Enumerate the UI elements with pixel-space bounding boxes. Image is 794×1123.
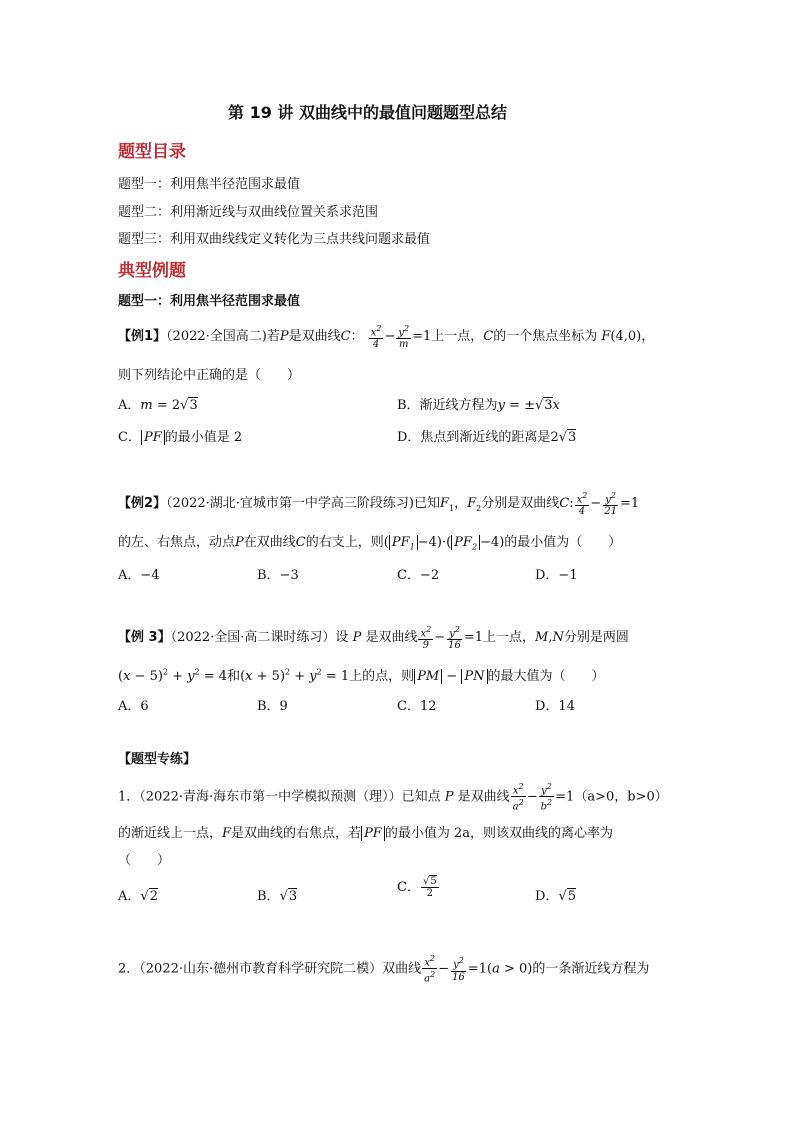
example-3-line1: 【例 3】（2022·全国·高二课时练习）设 P 是双曲线 $\frac{x^2}{9}$ − $\frac{y^2}{16}$ =1上一点，M,N分别是两圆 xyxy=(118,625,629,652)
example-3-text-4: 和 xyxy=(227,669,241,684)
toc-item-1: 题型一：利用焦半径范围求最值 xyxy=(118,177,301,192)
example-1-line2: 则下列结论中正确的是（ ） xyxy=(118,368,301,383)
example-3-line2: $(x - 5)^2 + y^2 = 4$和$(x + 5)^2 + y^2 = 1$上的点，则 PM − PN 的最大值为（ ） xyxy=(118,667,605,684)
practice-2-line1: 2．（2022·山东·德州市教育科学研究院二模）双曲线 $\frac{x^2}{a^2}$ − $\frac{y^2}{16}$ =1(a > 0)的一条渐近线方程为 xyxy=(118,954,650,985)
example-3-label: 【例 3】 xyxy=(118,630,171,646)
practice-2-text: 2．（2022·山东·德州市教育科学研究院二模）双曲线 xyxy=(118,961,422,977)
practice-1-text-2: 是双曲线 xyxy=(457,789,510,805)
example-3-text-6: 的最大值为（ ） xyxy=(487,669,605,684)
practice-1-text-5: 是双曲线的右焦点，若 xyxy=(231,826,362,841)
option-label: A． xyxy=(118,889,141,904)
example-1-line1: 【例1】（2022·全国高二)若P是双曲线C： $\frac{x^2}{4}$ − $\frac{y^2}{m}$ =1上一点，C的一个焦点坐标为 F(4,0)， xyxy=(118,324,655,351)
option-text: 的最小值是 2 xyxy=(164,430,243,445)
example-1-text-3: 的一个焦点坐标为 xyxy=(493,329,598,345)
practice-1-option-a: A．√2 xyxy=(118,889,158,904)
example-2-option-d: D．−1 xyxy=(535,568,578,583)
type1-heading: 题型一：利用焦半径范围求最值 xyxy=(118,294,301,309)
example-3-source: （2022·全国·高二课时练习）设 xyxy=(170,630,349,646)
practice-1-text-6: 的最小值为 2a，则该双曲线的离心率为 xyxy=(384,826,613,841)
toc-heading: 题型目录 xyxy=(118,142,186,162)
example-2-line1: 【例2】（2022·湖北·宜城市第一中学高三阶段练习)已知$F_1$，$F_2$分别是双曲线C: $\frac{x^2}{4}$ − $\frac{y^2}{21}$ =1 xyxy=(118,491,640,518)
example-2-text: 分别是双曲线 xyxy=(481,496,560,512)
practice-1-option-b: B．√3 xyxy=(257,889,298,904)
practice-1-text: 1．（2022·青海·海东市第一中学模拟预测（理））已知点 xyxy=(118,789,441,805)
example-3-text: 是双曲线 xyxy=(365,630,418,646)
option-label: D． xyxy=(535,889,559,904)
example-2-text-2: 的左、右焦点，动点 xyxy=(118,535,236,550)
example-3-option-c: C．12 xyxy=(397,699,437,714)
example-3-text-5: 上的点，则 xyxy=(349,669,415,684)
example-1-option-d: D．焦点到渐近线的距离是2√3 xyxy=(397,430,577,445)
option-label: C． xyxy=(118,430,141,445)
practice-1-line2: 的渐近线上一点，F是双曲线的右焦点，若 PF 的最小值为 2a，则该双曲线的离心率为 xyxy=(118,826,613,841)
example-1-label: 【例1】 xyxy=(118,329,167,345)
example-3-option-a: A．6 xyxy=(118,699,149,714)
example-2-source: （2022·湖北·宜城市第一中学高三阶段练习)已知 xyxy=(166,496,440,512)
option-label: D．焦点到渐近线的距离是 xyxy=(397,430,551,445)
toc-item-3: 题型三：利用双曲线线定义转化为三点共线问题求最值 xyxy=(118,232,431,247)
practice-1-option-c: C． $\frac{√5}{2}$ xyxy=(397,876,437,899)
practice-1-text-4: 的渐近线上一点， xyxy=(118,826,223,841)
option-label: A． xyxy=(118,398,141,413)
example-3-text-2: 上一点， xyxy=(483,630,536,646)
practice-1-text-3: （a>0，b>0） xyxy=(574,789,668,805)
example-3-option-d: D．14 xyxy=(535,699,575,714)
example-2-label: 【例2】 xyxy=(118,496,167,512)
practice-1-line1: 1．（2022·青海·海东市第一中学模拟预测（理））已知点 P 是双曲线 $\frac{x^2}{a^2}$ − $\frac{y^2}{b^2}$ =1（a>0，b>0） xyxy=(118,782,668,813)
page-title: 第 19 讲 双曲线中的最值问题题型总结 xyxy=(228,103,507,122)
practice-heading: 【题型专练】 xyxy=(118,752,197,767)
example-1-option-a: A．m = 2√3 xyxy=(118,398,198,413)
example-2-option-a: A．−4 xyxy=(118,568,160,583)
example-2-option-c: C．−2 xyxy=(397,568,440,583)
example-3-option-b: B．9 xyxy=(257,699,288,714)
example-1-option-c: C． PF 的最小值是 2 xyxy=(118,430,243,445)
example-2-option-b: B．−3 xyxy=(257,568,299,583)
example-2-text-3: 在双曲线 xyxy=(243,535,296,550)
option-label: C． xyxy=(397,880,420,895)
practice-1-option-d: D．√5 xyxy=(535,889,577,904)
examples-heading: 典型例题 xyxy=(118,261,186,281)
example-2-text-4: 的右支上，则 xyxy=(305,535,384,550)
example-1-text: 是双曲线 xyxy=(288,329,341,345)
example-1-text-2: 上一点， xyxy=(431,329,484,345)
option-label: B． xyxy=(257,889,280,904)
example-1-option-b: B．渐近线方程为y = ±√3x xyxy=(397,398,560,413)
example-1-source: （2022·全国高二)若 xyxy=(166,329,280,345)
option-label: B．渐近线方程为 xyxy=(397,398,498,413)
practice-2-text-2: 的一条渐近线方程为 xyxy=(532,961,650,977)
example-2-line2: 的左、右焦点，动点P在双曲线C的右支上，则( $PF_1 -4)\cdot$( $PF_2 -4$)的最小值为（ ） xyxy=(118,535,622,552)
example-3-text-3: 分别是两圆 xyxy=(563,630,629,646)
toc-item-2: 题型二：利用渐近线与双曲线位置关系求范围 xyxy=(118,205,379,220)
practice-1-line3: （ ） xyxy=(118,853,171,868)
example-2-text-5: 的最小值为（ ） xyxy=(504,535,622,550)
